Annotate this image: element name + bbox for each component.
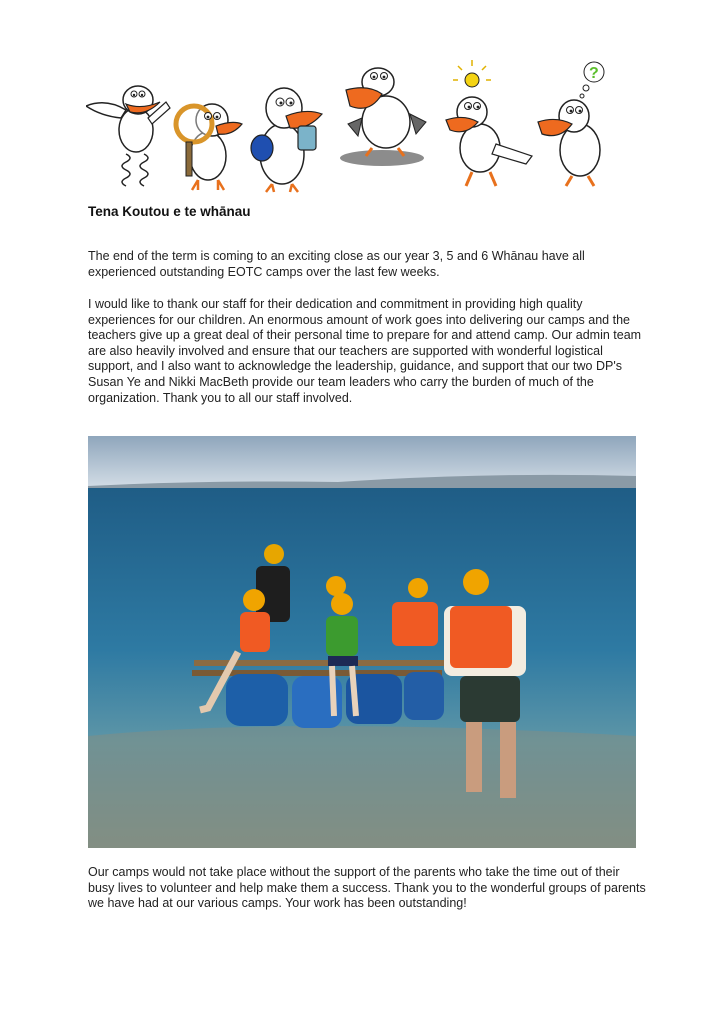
- bird-on-spring-icon: [86, 86, 170, 186]
- bird-with-magnifier-icon: [176, 104, 242, 190]
- bird-lightbulb-idea-icon: [446, 60, 532, 186]
- svg-text:?: ?: [589, 65, 599, 82]
- intro-paragraph: The end of the term is coming to an exciting close as our year 3, 5 and 6 Whānau have all experienced outstanding EOTC camps over the last few weeks.: [88, 249, 585, 279]
- bird-with-ipod-icon: [251, 88, 322, 192]
- parents-thanks-paragraph: Our camps would not take place without the support of the parents who take the time out of their busy lives to volunteer and help make them a success. Thank you to the wonderful groups of parents we have had at our various camps. Your work has been outstanding!: [88, 865, 646, 911]
- cartoon-bird-banner: [86, 58, 626, 198]
- bird-question-icon: [538, 62, 604, 186]
- greeting-heading: Tena Koutou e te whānau: [88, 204, 251, 219]
- raft-camp-photo: [88, 436, 636, 848]
- bird-shouting-icon: [340, 68, 426, 166]
- staff-thanks-paragraph: I would like to thank our staff for their dedication and commitment in providing high quality experiences for our children. An enormous amount of work goes into delivering our camps and the teachers give up a great deal of their personal time to prepare for and attend camp. Our admin team are also heavily involved and ensure that our teachers are supported with wonderful logistical support, and I also want to acknowledge the leadership, guidance, and support that our two DP's Susan Ye and Nikki MacBeth provide our team leaders who carry the burden of much of the organization. Thank you to all our staff involved.: [88, 297, 642, 405]
